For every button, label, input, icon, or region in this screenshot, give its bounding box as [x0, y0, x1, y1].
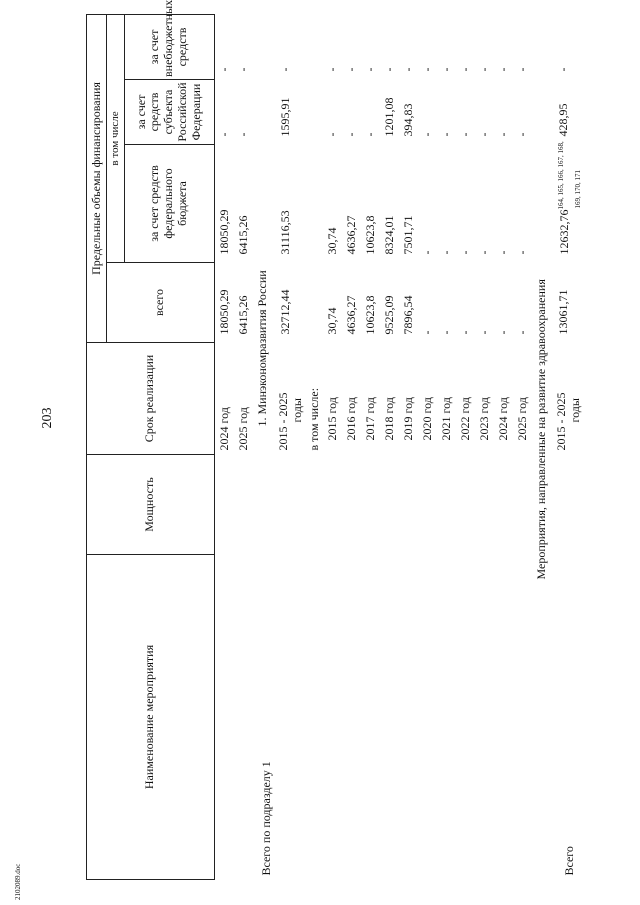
- header-total: всего: [107, 263, 215, 343]
- cell-total: -: [476, 330, 491, 335]
- cell-term: 2017 год: [362, 397, 377, 441]
- cell-federal: -: [457, 250, 472, 255]
- table-row-health-total: [554, 14, 586, 879]
- cell-total: -: [514, 330, 529, 335]
- cell-federal: 4636,27: [343, 215, 358, 255]
- table-row: [399, 14, 418, 879]
- cell-term: 2021 год: [438, 397, 453, 441]
- cell-total: 10623,8: [362, 295, 377, 335]
- cell-extra: -: [277, 67, 292, 72]
- table-row: [342, 14, 361, 879]
- header-name: Наименование мероприятия: [87, 555, 215, 880]
- cell-extra: -: [495, 67, 510, 72]
- cell-term: 2015 год: [324, 397, 339, 441]
- header-extra: за счет внебюджетных средств: [124, 14, 214, 79]
- cell-total: -: [438, 330, 453, 335]
- cell-extra: -: [438, 67, 453, 72]
- cell-extra: -: [555, 67, 570, 72]
- cell-regional: 1595,91: [277, 97, 292, 137]
- cell-total: 18050,29: [216, 289, 231, 335]
- health-total-label: Всего: [561, 846, 576, 876]
- cell-regional: -: [438, 132, 453, 137]
- cell-total: 7896,54: [400, 295, 415, 335]
- cell-total: 32712,44: [277, 289, 292, 335]
- cell-regional: -: [216, 132, 231, 137]
- cell-total: 13061,71: [555, 289, 570, 335]
- table-row: [475, 14, 494, 879]
- table-row: [276, 14, 306, 879]
- cell-federal: -: [438, 250, 453, 255]
- cell-total: -: [495, 330, 510, 335]
- cell-regional: -: [495, 132, 510, 137]
- cell-extra: -: [216, 67, 231, 72]
- cell-federal: 6415,26: [235, 215, 250, 255]
- cell-term: 2016 год: [343, 397, 358, 441]
- cell-extra: -: [343, 67, 358, 72]
- cell-total: -: [419, 330, 434, 335]
- page-number: 203: [40, 407, 55, 429]
- header-term: Срок реализации: [87, 343, 215, 455]
- cell-federal: 12632,76$^{164, 165, 166, 167, 168,}$ 169, 170, 171: [556, 141, 582, 255]
- cell-federal: -: [476, 250, 491, 255]
- cell-regional: 394,83: [400, 103, 415, 137]
- table-row: [361, 14, 380, 879]
- table-row: [513, 14, 532, 879]
- cell-term: 2022 год: [457, 397, 472, 441]
- cell-total: 4636,27: [343, 295, 358, 335]
- subtotal-label: Всего по подразделу 1: [258, 761, 273, 876]
- header-regional: за счет средств субъекта Российской Федерации: [124, 80, 214, 145]
- table-row-subtotal: [253, 14, 276, 879]
- cell-regional: -: [235, 132, 250, 137]
- cell-term: 2025 год: [235, 407, 250, 451]
- financing-table: [86, 0, 586, 880]
- cell-federal: 7501,71: [400, 215, 415, 255]
- cell-term: 2015 - 2025 годы: [275, 392, 304, 451]
- cell-term: 2023 год: [476, 397, 491, 441]
- table-row: [437, 14, 456, 879]
- table-row: [214, 14, 234, 879]
- header-limits: Предельные объемы финансирования: [87, 14, 107, 342]
- table-row: [306, 14, 323, 879]
- table-row: [494, 14, 513, 879]
- cell-federal: -: [419, 250, 434, 255]
- cell-total: 30,74: [324, 307, 339, 335]
- cell-regional: -: [419, 132, 434, 137]
- table-row: [532, 14, 554, 879]
- cell-federal: 18050,29: [216, 209, 231, 255]
- cell-federal: -: [495, 250, 510, 255]
- cell-federal: 10623,8: [362, 215, 377, 255]
- cell-extra: -: [400, 67, 415, 72]
- cell-extra: -: [419, 67, 434, 72]
- cell-extra: -: [476, 67, 491, 72]
- cell-extra: -: [514, 67, 529, 72]
- cell-total: -: [457, 330, 472, 335]
- table-row: [456, 14, 475, 879]
- cell-extra: -: [457, 67, 472, 72]
- cell-term: 2018 год: [381, 397, 396, 441]
- cell-extra: -: [324, 67, 339, 72]
- cell-term: 2019 год: [400, 397, 415, 441]
- cell-extra: -: [235, 67, 250, 72]
- cell-term: 2015 - 2025 годы: [553, 392, 582, 451]
- table-row: [234, 14, 253, 879]
- cell-extra: -: [381, 67, 396, 72]
- cell-regional: 428,95: [555, 103, 570, 137]
- cell-federal: 8324,01: [381, 215, 396, 255]
- financing-table-sheet: [86, 0, 640, 880]
- header-power: Мощность: [87, 455, 215, 555]
- cell-federal: 30,74: [324, 227, 339, 255]
- cell-term: 2024 год: [216, 407, 231, 451]
- table-row: [323, 14, 342, 879]
- including-label: в том числе:: [306, 387, 321, 451]
- cell-regional: -: [362, 132, 377, 137]
- cell-total: 9525,09: [381, 295, 396, 335]
- cell-extra: -: [362, 67, 377, 72]
- ministry-label: 1. Минэкономразвития России: [254, 270, 269, 427]
- cell-term: 2024 год: [495, 397, 510, 441]
- cell-total: 6415,26: [235, 295, 250, 335]
- cell-term: 2025 год: [514, 397, 529, 441]
- header-including: в том числе: [107, 14, 125, 262]
- cell-regional: 1201,08: [381, 97, 396, 137]
- cell-regional: -: [324, 132, 339, 137]
- cell-regional: -: [476, 132, 491, 137]
- header-federal: за счет средств федерального бюджета: [124, 145, 214, 263]
- footer-filename: 2102089.doc: [14, 863, 22, 900]
- cell-federal: -: [514, 250, 529, 255]
- cell-regional: -: [457, 132, 472, 137]
- table-row: [380, 14, 399, 879]
- cell-regional: -: [514, 132, 529, 137]
- cell-regional: -: [343, 132, 358, 137]
- table-row: [418, 14, 437, 879]
- cell-federal: 31116,53: [277, 210, 292, 255]
- health-section-title: Мероприятия, направленные на развитие здравоохранения: [533, 279, 548, 580]
- cell-term: 2020 год: [419, 397, 434, 441]
